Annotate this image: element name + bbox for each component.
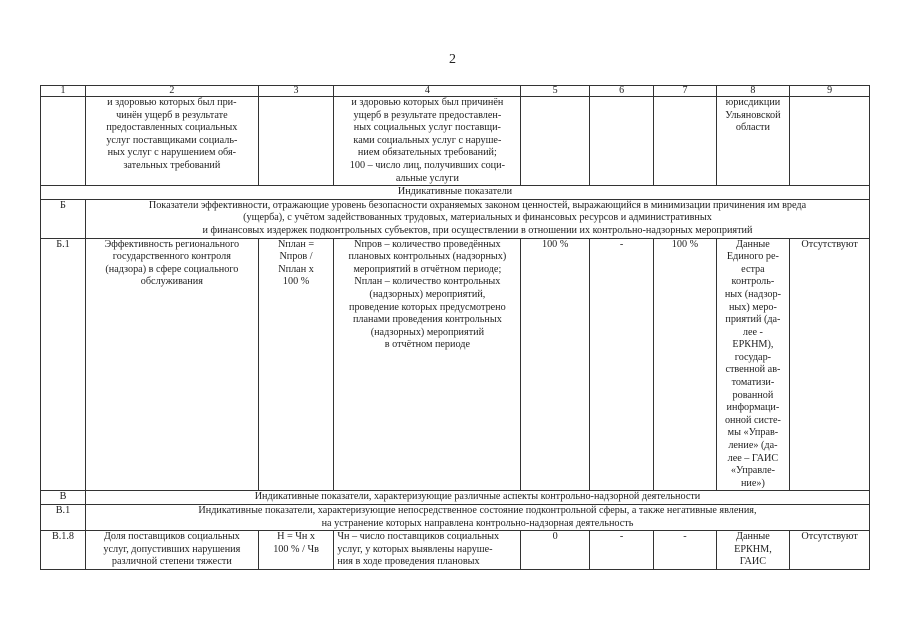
section-code: В.1 — [41, 505, 86, 531]
column-number: 7 — [654, 86, 716, 97]
cell-col9 — [790, 97, 870, 186]
cell-source: Данные Единого ре- естра контроль- ных (надзор- ных) меро- приятий (да- лее - ЕРКНМ), государ- ственной ав- томатизи- рованной информаци- онной систе- мы «Управ- ление» (да- лее – ГАИС «Управле- ние») — [716, 238, 790, 491]
cell-col5: 0 — [521, 531, 589, 570]
cell-code: В.1.8 — [41, 531, 86, 570]
section-b-row — [41, 199, 870, 238]
cell-col5: 100 % — [521, 238, 589, 491]
column-number: 9 — [790, 86, 870, 97]
cell-source: юрисдикции Ульяновской области — [716, 97, 790, 186]
cell-col7: 100 % — [654, 238, 716, 491]
section-v-row — [41, 491, 870, 505]
cell-col6: - — [589, 238, 653, 491]
column-number: 2 — [85, 86, 258, 97]
section-code: В — [41, 491, 86, 505]
cell-formula: Nплан = Nпров / Nплан х 100 % — [258, 238, 334, 491]
cell-name: Эффективность регионального государственного контроля (надзора) в сфере социального обслуживания — [85, 238, 258, 491]
cell-description: Nпров – количество проведённых плановых контрольных (надзорных) мероприятий в отчётном периоде; Nплан – количество контрольных (надзорных) мероприятий, проведение которых предусмотрено планами проведения контрольных (надзорных) мероприятий в отчётном периоде — [334, 238, 521, 491]
cell-code: Б.1 — [41, 238, 86, 491]
column-number: 5 — [521, 86, 589, 97]
cell-description: Чн – число поставщиков социальных услуг, у которых выявлены наруше- ния в ходе проведения плановых — [334, 531, 521, 570]
section-v1-row — [41, 505, 870, 531]
cell-name: и здоровью которых был при- чинён ущерб в результате предоставленных социальных услуг поставщиками социаль- ных услуг с нарушением обя- зательных требований — [85, 97, 258, 186]
cell-name: Доля поставщиков социальных услуг, допустивших нарушения различной степени тяжести — [85, 531, 258, 570]
cell-source: Данные ЕРКНМ, ГАИС — [716, 531, 790, 570]
indicators-table — [40, 85, 870, 570]
cell-formula: Н = Чн х 100 % / Чв — [258, 531, 334, 570]
indicative-header-row — [41, 186, 870, 200]
cell-col5 — [521, 97, 589, 186]
indicative-header: Индикативные показатели — [41, 186, 870, 200]
cell-col9: Отсутствуют — [790, 531, 870, 570]
column-number: 8 — [716, 86, 790, 97]
row-b1 — [41, 238, 870, 491]
section-text: Показатели эффективности, отражающие уровень безопасности охраняемых законом ценностей, выражающийся в минимизации причинения им вреда (ущерба), с учётом задействованных трудовых, материальных и финансовых ресурсов и административных и финансовых издержек подконтрольных субъектов, при осуществлении в отношении их контрольно-надзорных мероприятий — [85, 199, 869, 238]
cell-description: и здоровью которых был причинён ущерб в результате предоставлен- ных социальных услуг поставщи- ками социальных услуг с наруше- нием обязательных требований; 100 – число лиц, получивших соци- альные услуги — [334, 97, 521, 186]
column-number: 1 — [41, 86, 86, 97]
continuation-row — [41, 97, 870, 186]
row-v18 — [41, 531, 870, 570]
section-text: Индикативные показатели, характеризующие различные аспекты контрольно-надзорной деятельности — [85, 491, 869, 505]
cell-col7 — [654, 97, 716, 186]
cell-col6: - — [589, 531, 653, 570]
cell-col7: - — [654, 531, 716, 570]
page-number: 2 — [449, 52, 456, 67]
cell-col6 — [589, 97, 653, 186]
section-text: Индикативные показатели, характеризующие непосредственное состояние подконтрольной сферы, а также негативные явления, на устранение которых направлена контрольно-надзорная деятельность — [85, 505, 869, 531]
column-number-row — [41, 86, 870, 97]
cell-col9: Отсутствуют — [790, 238, 870, 491]
column-number: 3 — [258, 86, 334, 97]
cell-formula — [258, 97, 334, 186]
column-number: 6 — [589, 86, 653, 97]
cell-code — [41, 97, 86, 186]
column-number: 4 — [334, 86, 521, 97]
section-code: Б — [41, 199, 86, 238]
